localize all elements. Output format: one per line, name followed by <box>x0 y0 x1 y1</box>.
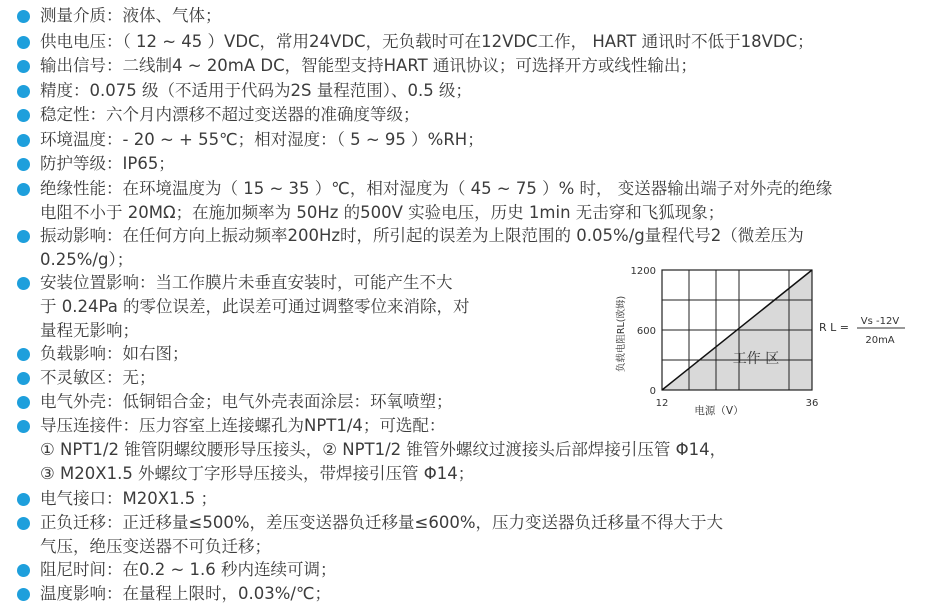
y-tick-label: 600 <box>636 326 656 337</box>
spec-item-line: 振动影响：在任何方向上振动频率200Hz时，所引起的误差为上限范围的 0.05%/g量程代号2（微差压为 <box>40 226 804 245</box>
spec-item-line: 量程无影响； <box>40 321 139 340</box>
spec-item <box>0 4 927 28</box>
spec-item-line: 稳定性：六个月内漂移不超过变送器的准确度等级； <box>40 105 420 124</box>
bullet-icon <box>17 396 30 409</box>
spec-item-line: 正负迁移：正迁移量≤500%，差压变送器负迁移量≤600%，压力变送器负迁移量不得大于大 <box>40 513 723 532</box>
spec-item <box>0 511 927 559</box>
formula-denominator: 20mA <box>865 335 895 346</box>
load-chart <box>612 258 927 423</box>
bullet-icon <box>17 372 30 385</box>
spec-item-line: 0.25%/g）； <box>40 250 134 269</box>
bullet-icon <box>17 348 30 361</box>
bullet-icon <box>17 588 30 601</box>
spec-item-line: 导压连接件：压力容室上连接螺孔为NPT1/4；可选配： <box>40 416 446 435</box>
spec-item-line: ① NPT1/2 锥管阴螺纹腰形导压接头，② NPT1/2 锥管外螺纹过渡接头后部焊接引压管 Φ14， <box>40 440 727 459</box>
spec-item-line: 不灵敏区：无； <box>40 368 156 387</box>
spec-item-line: 气压，绝压变送器不可负迁移； <box>40 537 271 556</box>
spec-item <box>0 103 927 127</box>
spec-item-line: 供电电压：（ 12 ~ 45 ）VDC，常用24VDC，无负载时可在12VDC工作， HART 通讯时不低于18VDC； <box>40 32 814 51</box>
spec-item <box>0 128 927 152</box>
formula-numerator: Vs -12V <box>860 316 900 327</box>
spec-item-line: 温度影响：在量程上限时，0.03%/℃； <box>40 584 332 603</box>
spec-item-line: 负载影响：如右图； <box>40 344 189 363</box>
spec-item-line: ③ M20X1.5 外螺纹丁字形导压接头，带焊接引压管 Φ14； <box>40 464 475 483</box>
bullet-icon <box>17 109 30 122</box>
x-tick-label: 36 <box>805 398 819 409</box>
bullet-icon <box>17 420 30 433</box>
bullet-icon <box>17 134 30 147</box>
spec-item <box>0 30 927 54</box>
spec-item-line: 防护等级：IP65； <box>40 154 175 173</box>
bullet-icon <box>17 85 30 98</box>
formula-lhs: R L = <box>819 321 849 334</box>
bullet-icon <box>17 277 30 290</box>
bullet-icon <box>17 60 30 73</box>
spec-item <box>0 582 927 606</box>
y-axis-label: 负载电阻RL(欧姆) <box>616 295 627 373</box>
bullet-icon <box>17 36 30 49</box>
spec-item <box>0 487 927 511</box>
spec-item-line: 输出信号：二线制4 ~ 20mA DC，智能型支持HART 通讯协议；可选择开方或线性输出； <box>40 56 697 75</box>
spec-item-line: 电气外壳：低铜铝合金；电气外壳表面涂层：环氧喷塑； <box>40 392 453 411</box>
spec-item-line: 于 0.24Pa 的零位误差，此误差可通过调整零位来消除，对 <box>40 297 470 316</box>
spec-item <box>0 79 927 103</box>
bullet-icon <box>17 564 30 577</box>
bullet-icon <box>17 230 30 243</box>
spec-item <box>0 54 927 78</box>
bullet-icon <box>17 493 30 506</box>
spec-item-line: 电阻不小于 20MΩ；在施加频率为 50Hz 的500V 实验电压，历史 1min 无击穿和飞狐现象； <box>40 203 725 222</box>
spec-item <box>0 558 927 582</box>
spec-item-line: 精度：0.075 级（不适用于代码为2S 量程范围）、0.5 级； <box>40 81 472 100</box>
bullet-icon <box>17 158 30 171</box>
y-tick-label: 1200 <box>630 266 656 277</box>
bullet-icon <box>17 517 30 530</box>
region-label: 工作 区 <box>732 351 780 367</box>
x-axis-label: 电源（V） <box>694 405 744 417</box>
spec-item <box>0 414 927 486</box>
spec-item-line: 环境温度：- 20 ~ + 55℃；相对湿度：（ 5 ~ 95 ）%RH； <box>40 130 484 149</box>
spec-item <box>0 152 927 176</box>
spec-item-line: 阻尼时间：在0.2 ~ 1.6 秒内连续可调； <box>40 560 337 579</box>
spec-item-line: 电气接口：M20X1.5 ； <box>40 489 218 508</box>
y-tick-label: 0 <box>649 386 656 397</box>
spec-item-line: 安装位置影响：当工作膜片未垂直安装时，可能产生不大 <box>40 273 453 292</box>
x-tick-label: 12 <box>655 398 669 409</box>
spec-item <box>0 177 927 225</box>
bullet-icon <box>17 10 30 23</box>
spec-item-line: 绝缘性能：在环境温度为（ 15 ~ 35 ）℃，相对湿度为（ 45 ~ 75 ）% 时， 变送器输出端子对外壳的绝缘 <box>40 179 833 198</box>
bullet-icon <box>17 183 30 196</box>
spec-item-line: 测量介质：液体、气体； <box>40 6 222 25</box>
